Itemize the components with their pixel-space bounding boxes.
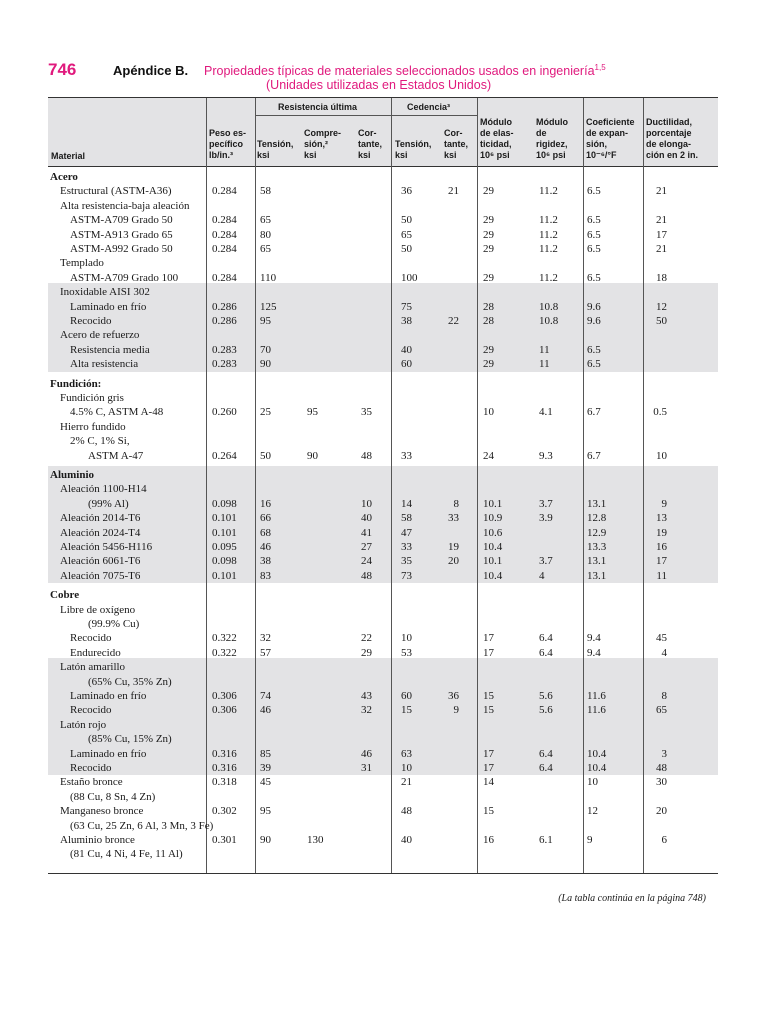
table-cell-tu: 90 xyxy=(260,358,271,371)
table-cell-su: 48 xyxy=(361,569,372,582)
table-cell-g: 11.2 xyxy=(539,228,558,241)
material-name: Latón amarillo xyxy=(60,661,126,674)
table-cell-e: 10.1 xyxy=(483,555,503,568)
table-cell-e: 17 xyxy=(483,762,494,774)
material-name: Aleación 1100-H14 xyxy=(60,483,147,496)
table-cell-tc: 35 xyxy=(401,555,412,568)
table-cell-tc: 75 xyxy=(401,300,412,313)
table-cell-tc: 36 xyxy=(401,185,412,198)
table-cell-tc: 10 xyxy=(401,762,412,774)
column-divider xyxy=(391,98,392,873)
table-cell-peso: 0.260 xyxy=(212,406,237,419)
table-cell-a: 12 xyxy=(587,805,598,818)
table-cell-tu: 25 xyxy=(260,406,271,419)
table-cell-e: 28 xyxy=(483,300,494,313)
table-cell-a: 10 xyxy=(587,776,598,789)
table-cell-d: 21 xyxy=(656,214,667,227)
table-cell-peso: 0.306 xyxy=(212,690,237,702)
table-cell-tc: 53 xyxy=(401,646,412,659)
material-name: (99.9% Cu) xyxy=(88,618,140,630)
table-cell-a: 13.1 xyxy=(587,555,607,568)
table-cell-peso: 0.283 xyxy=(212,343,237,356)
table-cell-tu: 95 xyxy=(260,315,271,327)
material-name: (63 Cu, 25 Zn, 6 Al, 3 Mn, 3 Fe) xyxy=(70,819,214,832)
table-cell-e: 10 xyxy=(483,406,494,419)
shaded-row-band xyxy=(48,466,718,583)
table-cell-peso: 0.264 xyxy=(212,449,237,462)
table-cell-g: 3.7 xyxy=(539,555,553,568)
table-cell-g: 10.8 xyxy=(539,315,559,327)
continuation-note: (La tabla continúa en la página 748) xyxy=(558,893,706,904)
table-cell-d: 9 xyxy=(661,497,667,510)
material-name: Alta resistencia-baja aleación xyxy=(60,199,190,212)
table-cell-peso: 0.316 xyxy=(212,747,237,760)
column-divider xyxy=(206,98,207,873)
material-name: Recocido xyxy=(70,704,112,717)
material-name: (85% Cu, 15% Zn) xyxy=(88,733,172,746)
table-cell-a: 9.6 xyxy=(587,315,601,327)
table-cell-su: 31 xyxy=(361,762,372,774)
material-name: (65% Cu, 35% Zn) xyxy=(88,675,172,688)
table-cell-tc: 50 xyxy=(401,243,412,255)
table-cell-tc: 50 xyxy=(401,214,412,227)
material-name: Recocido xyxy=(70,315,112,327)
table-cell-tu: 46 xyxy=(260,704,271,717)
table-cell-tu: 16 xyxy=(260,497,271,510)
table-cell-tu: 125 xyxy=(260,300,277,313)
table-cell-a: 6.5 xyxy=(587,271,601,284)
table-cell-tu: 46 xyxy=(260,541,271,553)
table-cell-cc: 20 xyxy=(448,555,459,568)
table-cell-tc: 40 xyxy=(401,343,412,356)
table-cell-d: 30 xyxy=(656,776,667,789)
table-cell-peso: 0.286 xyxy=(212,300,237,313)
table-cell-tc: 73 xyxy=(401,569,412,582)
table-cell-tu: 66 xyxy=(260,512,271,525)
table-cell-g: 4.1 xyxy=(539,406,553,419)
table-cell-e: 17 xyxy=(483,747,494,760)
table-cell-tc: 33 xyxy=(401,541,412,553)
table-cell-cu: 90 xyxy=(307,449,318,462)
table-cell-tc: 65 xyxy=(401,228,412,241)
table-cell-peso: 0.318 xyxy=(212,776,237,789)
material-name: ASTM A-47 xyxy=(88,449,144,462)
table-cell-g: 11.2 xyxy=(539,185,558,198)
table-cell-e: 15 xyxy=(483,690,494,702)
table-cell-a: 12.9 xyxy=(587,526,607,539)
header-cortante-ultima: Cor- tante, ksi xyxy=(358,128,383,160)
table-cell-cc: 36 xyxy=(448,690,459,702)
table-cell-cc: 33 xyxy=(448,512,459,525)
table-cell-tu: 65 xyxy=(260,243,271,255)
material-name: ASTM-A992 Grado 50 xyxy=(70,243,173,255)
table-cell-tc: 21 xyxy=(401,776,412,789)
material-name: (81 Cu, 4 Ni, 4 Fe, 11 Al) xyxy=(70,848,183,861)
table-cell-d: 12 xyxy=(656,300,667,313)
table-cell-e: 24 xyxy=(483,449,494,462)
table-cell-su: 43 xyxy=(361,690,372,702)
table-cell-d: 48 xyxy=(656,762,667,774)
table-cell-a: 13.3 xyxy=(587,541,607,553)
material-name: ASTM-A709 Grado 50 xyxy=(70,214,173,227)
header-modulo-elasticidad: Módulo de elas- ticidad, 10⁶ psi xyxy=(480,117,514,160)
table-cell-g: 4 xyxy=(539,569,545,582)
table-cell-e: 15 xyxy=(483,704,494,717)
material-name: (99% Al) xyxy=(88,497,129,510)
table-cell-tc: 60 xyxy=(401,690,412,702)
table-cell-tu: 110 xyxy=(260,271,277,284)
material-name: Endurecido xyxy=(70,646,121,659)
table-cell-cc: 9 xyxy=(453,704,459,717)
table-cell-su: 22 xyxy=(361,632,372,645)
table-cell-cc: 22 xyxy=(448,315,459,327)
material-name: Alta resistencia xyxy=(70,358,139,371)
section-heading: Acero xyxy=(50,171,78,183)
table-cell-peso: 0.322 xyxy=(212,632,237,645)
table-cell-su: 40 xyxy=(361,512,372,525)
table-cell-e: 29 xyxy=(483,343,494,356)
material-name: Aleación 5456-H116 xyxy=(60,541,153,553)
table-cell-a: 13.1 xyxy=(587,497,607,510)
column-divider xyxy=(477,98,478,873)
table-cell-g: 3.9 xyxy=(539,512,553,525)
material-name: Aleación 2014-T6 xyxy=(60,512,141,525)
table-bottom-rule xyxy=(48,873,718,874)
table-cell-peso: 0.098 xyxy=(212,555,237,568)
material-name: Hierro fundido xyxy=(60,420,126,433)
material-name: Recocido xyxy=(70,632,112,645)
table-cell-a: 6.7 xyxy=(587,449,601,462)
material-name: Resistencia media xyxy=(70,343,150,356)
material-name: ASTM-A709 Grado 100 xyxy=(70,271,179,284)
material-name: (88 Cu, 8 Sn, 4 Zn) xyxy=(70,790,156,803)
table-cell-g: 11.2 xyxy=(539,243,558,255)
table-cell-a: 12.8 xyxy=(587,512,607,525)
material-name: Templado xyxy=(60,257,104,270)
table-cell-peso: 0.101 xyxy=(212,569,237,582)
table-cell-e: 29 xyxy=(483,228,494,241)
table-cell-d: 13 xyxy=(656,512,667,525)
table-cell-tc: 38 xyxy=(401,315,412,327)
table-cell-e: 10.1 xyxy=(483,497,503,510)
table-cell-e: 28 xyxy=(483,315,494,327)
header-ductilidad: Ductilidad, porcentaje de elonga- ción en 2 in. xyxy=(646,117,699,160)
table-cell-g: 6.4 xyxy=(539,646,553,659)
table-cell-peso: 0.095 xyxy=(212,541,237,553)
table-cell-g: 11 xyxy=(539,343,550,356)
section-heading: Aluminio xyxy=(50,469,95,481)
table-cell-a: 10.4 xyxy=(587,747,607,760)
table-cell-g: 11 xyxy=(539,358,550,371)
material-name: 2% C, 1% Si, xyxy=(70,435,130,448)
table-cell-a: 9 xyxy=(587,834,593,846)
table-cell-tu: 38 xyxy=(260,555,271,568)
table-cell-a: 9.4 xyxy=(587,632,601,645)
material-name: Acero de refuerzo xyxy=(60,329,140,342)
table-cell-a: 13.1 xyxy=(587,569,607,582)
header-compresion: Compre- sión,² ksi xyxy=(304,128,342,160)
column-divider xyxy=(255,98,256,873)
table-cell-d: 11 xyxy=(656,569,667,582)
table-cell-d: 3 xyxy=(661,747,667,760)
table-cell-tc: 10 xyxy=(401,632,412,645)
table-cell-e: 17 xyxy=(483,632,494,645)
table-cell-g: 9.3 xyxy=(539,449,553,462)
table-cell-peso: 0.286 xyxy=(212,315,237,327)
table-cell-g: 6.1 xyxy=(539,834,553,846)
header-coeficiente-expansion: Coeficiente de expan- sión, 10⁻⁶/°F xyxy=(586,117,635,160)
table-cell-e: 15 xyxy=(483,805,494,818)
table-cell-a: 6.5 xyxy=(587,358,601,371)
table-cell-g: 3.7 xyxy=(539,497,553,510)
material-name: Laminado en frío xyxy=(70,690,147,702)
table-cell-cu: 130 xyxy=(307,834,324,846)
table-cell-peso: 0.284 xyxy=(212,243,237,255)
table-cell-a: 6.7 xyxy=(587,406,601,419)
table-cell-tu: 50 xyxy=(260,449,271,462)
table-title: Propiedades típicas de materiales seleccionados usados en ingeniería$^{1,5}$ xyxy=(204,63,606,79)
table-cell-peso: 0.316 xyxy=(212,762,237,774)
group-header-rule xyxy=(255,115,391,116)
material-name: Latón rojo xyxy=(60,718,107,731)
column-divider xyxy=(583,98,584,873)
table-cell-su: 29 xyxy=(361,646,372,659)
material-name: Aleación 6061-T6 xyxy=(60,555,141,568)
material-name: ASTM-A913 Grado 65 xyxy=(70,228,173,241)
header-tension-cedencia: Tensión, ksi xyxy=(395,139,432,160)
table-cell-a: 9.6 xyxy=(587,300,601,313)
table-cell-peso: 0.306 xyxy=(212,704,237,717)
table-cell-d: 18 xyxy=(656,271,667,284)
table-cell-a: 6.5 xyxy=(587,214,601,227)
table-cell-d: 10 xyxy=(656,449,667,462)
table-cell-tc: 47 xyxy=(401,526,412,539)
table-cell-tc: 58 xyxy=(401,512,412,525)
table-cell-tu: 68 xyxy=(260,526,271,539)
table-cell-su: 10 xyxy=(361,497,372,510)
table-cell-tu: 39 xyxy=(260,762,271,774)
material-name: Recocido xyxy=(70,762,112,774)
table-cell-e: 29 xyxy=(483,358,494,371)
table-cell-su: 41 xyxy=(361,526,372,539)
table-cell-e: 29 xyxy=(483,271,494,284)
table-cell-tc: 60 xyxy=(401,358,412,371)
table-cell-su: 35 xyxy=(361,406,372,419)
table-cell-a: 6.5 xyxy=(587,228,601,241)
material-name: Manganeso bronce xyxy=(60,805,144,818)
table-cell-d: 19 xyxy=(656,526,667,539)
table-cell-cc: 19 xyxy=(448,541,459,553)
table-cell-d: 17 xyxy=(656,555,667,568)
material-name: Aleación 2024-T4 xyxy=(60,526,141,539)
table-cell-g: 6.4 xyxy=(539,632,553,645)
table-cell-tu: 74 xyxy=(260,690,271,702)
table-cell-tu: 80 xyxy=(260,228,271,241)
table-cell-tu: 90 xyxy=(260,834,271,846)
table-cell-tc: 33 xyxy=(401,449,412,462)
table-cell-tu: 83 xyxy=(260,569,271,582)
material-name: 4.5% C, ASTM A-48 xyxy=(70,406,164,419)
table-cell-d: 16 xyxy=(656,541,667,553)
table-cell-a: 9.4 xyxy=(587,646,601,659)
table-cell-d: 8 xyxy=(661,690,667,702)
table-cell-peso: 0.098 xyxy=(212,497,237,510)
table-cell-tu: 95 xyxy=(260,805,271,818)
table-cell-e: 10.9 xyxy=(483,512,503,525)
table-cell-g: 10.8 xyxy=(539,300,559,313)
material-name: Inoxidable AISI 302 xyxy=(60,286,150,299)
header-cedencia: Cedencia³ xyxy=(407,102,451,112)
material-name: Laminado en frío xyxy=(70,300,147,313)
table-cell-d: 20 xyxy=(656,805,667,818)
table-cell-tu: 57 xyxy=(260,646,271,659)
table-cell-d: 0.5 xyxy=(653,406,667,419)
header-peso: Peso es- pecífico lb/in.³ xyxy=(209,128,247,160)
table-cell-e: 10.4 xyxy=(483,569,503,582)
header-modulo-rigidez: Módulo de rigidez, 10⁶ psi xyxy=(536,117,568,160)
table-cell-peso: 0.283 xyxy=(212,358,237,371)
table-cell-tc: 15 xyxy=(401,704,412,717)
table-cell-tc: 48 xyxy=(401,805,412,818)
group-header-rule xyxy=(391,115,477,116)
table-cell-a: 11.6 xyxy=(587,704,606,717)
table-cell-g: 11.2 xyxy=(539,214,558,227)
material-name: Fundición gris xyxy=(60,392,124,404)
table-cell-cu: 95 xyxy=(307,406,318,419)
table-cell-peso: 0.101 xyxy=(212,526,237,539)
material-name: Estructural (ASTM-A36) xyxy=(60,185,172,198)
table-cell-a: 6.5 xyxy=(587,343,601,356)
material-name: Aleación 7075-T6 xyxy=(60,569,141,582)
table-cell-a: 6.5 xyxy=(587,185,601,198)
appendix-label: Apéndice B. xyxy=(113,63,189,78)
table-cell-cc: 21 xyxy=(448,185,459,198)
table-cell-d: 21 xyxy=(656,243,667,255)
material-name: Laminado en frío xyxy=(70,747,147,760)
section-heading: Fundición: xyxy=(50,377,102,390)
table-header-rule xyxy=(48,166,718,167)
table-cell-d: 21 xyxy=(656,185,667,198)
section-heading: Cobre xyxy=(50,589,80,602)
material-name: Libre de oxígeno xyxy=(60,603,136,616)
material-name: Estaño bronce xyxy=(60,776,123,789)
table-cell-d: 50 xyxy=(656,315,667,327)
table-top-rule xyxy=(48,97,718,98)
material-name: Aluminio bronce xyxy=(60,834,135,846)
header-resistencia-ultima: Resistencia última xyxy=(278,102,358,112)
table-cell-tc: 40 xyxy=(401,834,412,846)
table-cell-su: 32 xyxy=(361,704,372,717)
table-cell-su: 48 xyxy=(361,449,372,462)
table-cell-e: 14 xyxy=(483,776,494,789)
table-cell-d: 17 xyxy=(656,228,667,241)
table-cell-tc: 100 xyxy=(401,271,418,284)
table-cell-tu: 85 xyxy=(260,747,271,760)
table-cell-e: 29 xyxy=(483,214,494,227)
table-cell-tc: 63 xyxy=(401,747,412,760)
table-cell-tu: 58 xyxy=(260,185,271,198)
table-cell-d: 4 xyxy=(661,646,667,659)
table-cell-g: 6.4 xyxy=(539,762,553,774)
table-cell-g: 5.6 xyxy=(539,704,553,717)
header-tension-ultima: Tensión, ksi xyxy=(257,139,294,160)
table-cell-d: 6 xyxy=(661,834,667,846)
table-cell-cc: 8 xyxy=(453,497,459,510)
table-cell-peso: 0.301 xyxy=(212,834,237,846)
table-cell-tu: 45 xyxy=(260,776,271,789)
table-cell-g: 5.6 xyxy=(539,690,553,702)
table-cell-e: 10.6 xyxy=(483,526,503,539)
table-cell-a: 6.5 xyxy=(587,243,601,255)
table-cell-su: 27 xyxy=(361,541,372,553)
table-cell-peso: 0.322 xyxy=(212,646,237,659)
table-cell-e: 29 xyxy=(483,243,494,255)
table-cell-g: 11.2 xyxy=(539,271,558,284)
table-cell-su: 46 xyxy=(361,747,372,760)
table-cell-a: 10.4 xyxy=(587,762,607,774)
table-cell-e: 10.4 xyxy=(483,541,503,553)
table-cell-e: 16 xyxy=(483,834,494,846)
page-number: 746 xyxy=(48,60,77,79)
table-cell-d: 65 xyxy=(656,704,667,717)
table-cell-su: 24 xyxy=(361,555,372,568)
header-material: Material xyxy=(51,151,86,161)
table-cell-peso: 0.101 xyxy=(212,512,237,525)
table-cell-peso: 0.284 xyxy=(212,271,237,284)
table-cell-tu: 70 xyxy=(260,343,271,356)
table-subtitle: (Unidades utilizadas en Estados Unidos) xyxy=(266,78,492,92)
table-cell-peso: 0.284 xyxy=(212,185,237,198)
table-cell-d: 45 xyxy=(656,632,667,645)
table-cell-tu: 65 xyxy=(260,214,271,227)
table-cell-peso: 0.284 xyxy=(212,228,237,241)
table-cell-tc: 14 xyxy=(401,497,412,510)
table-cell-tu: 32 xyxy=(260,632,271,645)
table-cell-peso: 0.302 xyxy=(212,805,237,818)
header-cortante-cedencia: Cor- tante, ksi xyxy=(444,128,469,160)
table-cell-g: 6.4 xyxy=(539,747,553,760)
table-cell-a: 11.6 xyxy=(587,690,606,702)
table-cell-e: 17 xyxy=(483,646,494,659)
table-cell-peso: 0.284 xyxy=(212,214,237,227)
table-cell-e: 29 xyxy=(483,185,494,198)
